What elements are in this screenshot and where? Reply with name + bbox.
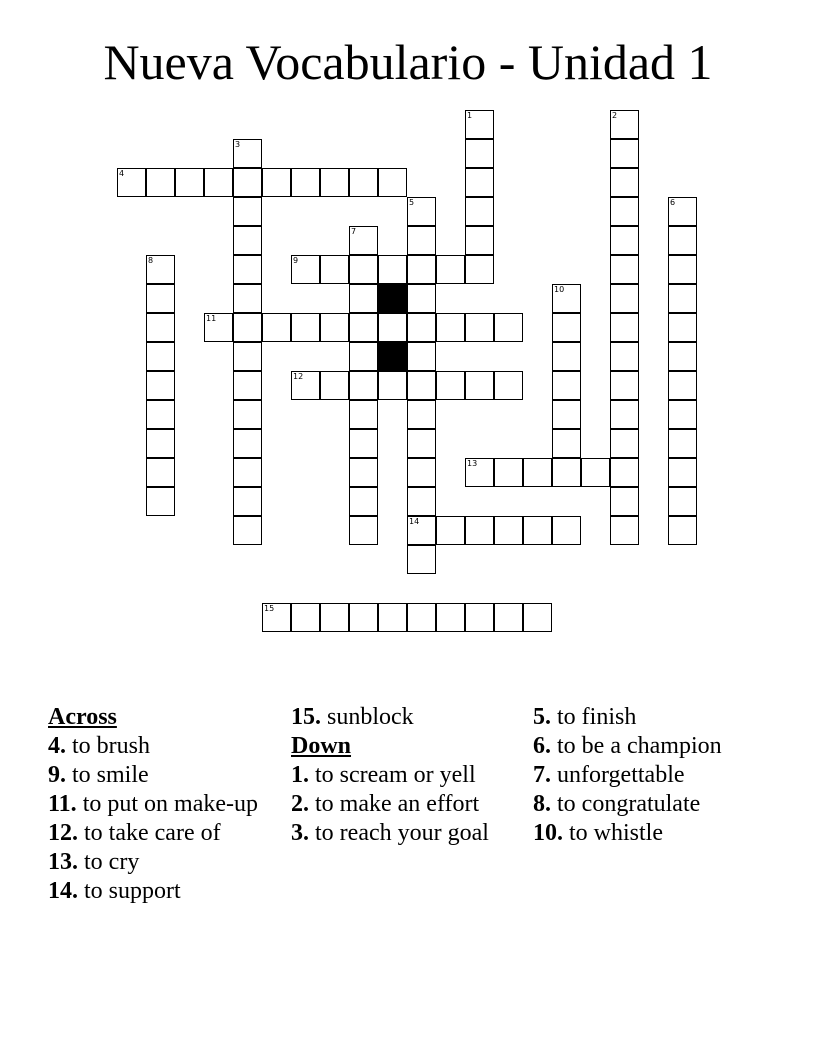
grid-cell[interactable]	[610, 110, 639, 139]
clue-across-11: 11. to put on make-up	[48, 791, 258, 817]
grid-cell[interactable]	[378, 371, 407, 400]
grid-cell[interactable]	[204, 168, 233, 197]
grid-cell[interactable]	[436, 603, 465, 632]
grid-cell[interactable]	[407, 226, 436, 255]
grid-cell[interactable]	[407, 400, 436, 429]
grid-cell[interactable]	[668, 313, 697, 342]
clue-number-label: 10	[554, 285, 565, 294]
grid-cell[interactable]	[610, 284, 639, 313]
grid-cell[interactable]	[407, 458, 436, 487]
grid-cell[interactable]	[320, 603, 349, 632]
grid-cell[interactable]	[146, 487, 175, 516]
grid-cell[interactable]	[610, 197, 639, 226]
grid-cell[interactable]	[610, 458, 639, 487]
grid-cell[interactable]	[581, 458, 610, 487]
grid-cell[interactable]	[465, 313, 494, 342]
grid-cell[interactable]	[407, 516, 436, 545]
grid-cell[interactable]	[465, 603, 494, 632]
grid-cell[interactable]	[523, 603, 552, 632]
clue-number-label: 3	[235, 140, 241, 149]
grid-cell[interactable]	[436, 313, 465, 342]
grid-cell[interactable]	[262, 168, 291, 197]
grid-cell[interactable]	[291, 313, 320, 342]
grid-cell[interactable]	[465, 371, 494, 400]
grid-cell[interactable]	[552, 458, 581, 487]
grid-cell[interactable]	[494, 603, 523, 632]
grid-cell[interactable]	[668, 284, 697, 313]
clue-down-3: 3. to reach your goal	[291, 820, 489, 846]
grid-cell[interactable]	[668, 429, 697, 458]
grid-cell[interactable]	[146, 458, 175, 487]
grid-cell[interactable]	[349, 487, 378, 516]
grid-cell[interactable]	[494, 458, 523, 487]
grid-cell[interactable]	[262, 603, 291, 632]
grid-cell[interactable]	[349, 516, 378, 545]
grid-cell[interactable]	[146, 429, 175, 458]
clue-down-2: 2. to make an effort	[291, 791, 480, 817]
grid-cell[interactable]	[407, 255, 436, 284]
grid-cell[interactable]	[436, 516, 465, 545]
grid-cell[interactable]	[407, 429, 436, 458]
grid-cell[interactable]	[436, 255, 465, 284]
grid-cell[interactable]	[552, 516, 581, 545]
grid-cell[interactable]	[233, 139, 262, 168]
grid-cell[interactable]	[378, 168, 407, 197]
grid-cell[interactable]	[407, 545, 436, 574]
clue-down-7: 7. unforgettable	[533, 762, 685, 788]
grid-cell[interactable]	[233, 400, 262, 429]
grid-cell[interactable]	[465, 255, 494, 284]
grid-cell[interactable]	[552, 400, 581, 429]
grid-cell[interactable]	[349, 284, 378, 313]
grid-cell[interactable]	[465, 168, 494, 197]
grid-cell[interactable]	[610, 139, 639, 168]
grid-cell[interactable]	[378, 255, 407, 284]
grid-cell[interactable]	[349, 458, 378, 487]
grid-cell[interactable]	[233, 197, 262, 226]
grid-cell[interactable]	[668, 226, 697, 255]
clue-across-4: 4. to brush	[48, 733, 150, 759]
grid-cell[interactable]	[204, 313, 233, 342]
clue-down-6: 6. to be a champion	[533, 733, 722, 759]
grid-cell[interactable]	[668, 400, 697, 429]
clue-number-label: 15	[264, 604, 275, 613]
grid-cell[interactable]	[494, 313, 523, 342]
grid-cell[interactable]	[465, 516, 494, 545]
clue-down-8: 8. to congratulate	[533, 791, 701, 817]
grid-cell[interactable]	[668, 487, 697, 516]
grid-cell[interactable]	[320, 255, 349, 284]
grid-cell[interactable]	[233, 429, 262, 458]
grid-cell[interactable]	[552, 429, 581, 458]
grid-cell[interactable]	[146, 284, 175, 313]
clue-number-label: 11	[206, 314, 217, 323]
grid-cell[interactable]	[320, 313, 349, 342]
clue-column-3	[533, 703, 758, 848]
grid-cell[interactable]	[262, 313, 291, 342]
grid-cell[interactable]	[407, 284, 436, 313]
clue-number-label: 13	[467, 459, 478, 468]
clue-number-label: 8	[148, 256, 154, 265]
grid-cell[interactable]	[320, 371, 349, 400]
grid-cell[interactable]	[233, 255, 262, 284]
grid-cell[interactable]	[349, 255, 378, 284]
clue-number-label: 4	[119, 169, 125, 178]
grid-cell[interactable]	[146, 371, 175, 400]
grid-cell[interactable]	[668, 516, 697, 545]
grid-cell[interactable]	[668, 342, 697, 371]
grid-cell[interactable]	[291, 603, 320, 632]
grid-cell[interactable]	[146, 168, 175, 197]
grid-cell[interactable]	[146, 255, 175, 284]
grid-cell[interactable]	[610, 429, 639, 458]
black-square	[378, 342, 407, 371]
grid-cell[interactable]	[378, 313, 407, 342]
clue-down-5: 5. to finish	[533, 704, 637, 730]
grid-cell[interactable]	[146, 313, 175, 342]
grid-cell[interactable]	[233, 168, 262, 197]
grid-cell[interactable]	[552, 371, 581, 400]
clue-number-label: 9	[293, 256, 299, 265]
grid-cell[interactable]	[175, 168, 204, 197]
grid-cell[interactable]	[349, 371, 378, 400]
grid-cell[interactable]	[291, 255, 320, 284]
grid-cell[interactable]	[552, 284, 581, 313]
grid-cell[interactable]	[523, 516, 552, 545]
grid-cell[interactable]	[233, 516, 262, 545]
grid-cell[interactable]	[610, 255, 639, 284]
grid-cell[interactable]	[610, 487, 639, 516]
grid-cell[interactable]	[407, 371, 436, 400]
grid-cell[interactable]	[233, 371, 262, 400]
grid-cell[interactable]	[407, 197, 436, 226]
grid-cell[interactable]	[407, 487, 436, 516]
clue-number-label: 12	[293, 372, 304, 381]
grid-cell[interactable]	[349, 603, 378, 632]
grid-cell[interactable]	[465, 458, 494, 487]
grid-cell[interactable]	[465, 139, 494, 168]
clue-across-12: 12. to take care of	[48, 820, 221, 846]
grid-cell[interactable]	[494, 371, 523, 400]
grid-cell[interactable]	[552, 342, 581, 371]
grid-cell[interactable]	[349, 313, 378, 342]
down-heading: Down	[291, 733, 352, 759]
puzzle-title: Nueva Vocabulario - Unidad 1	[103, 34, 713, 90]
clue-number-label: 6	[670, 198, 676, 207]
grid-cell[interactable]	[233, 487, 262, 516]
clue-column-1	[48, 703, 278, 906]
grid-cell[interactable]	[320, 168, 349, 197]
grid-cell[interactable]	[436, 371, 465, 400]
clue-across-14: 14. to support	[48, 878, 181, 904]
grid-cell[interactable]	[349, 342, 378, 371]
grid-cell[interactable]	[668, 371, 697, 400]
grid-cell[interactable]	[291, 371, 320, 400]
grid-cell[interactable]	[668, 458, 697, 487]
grid-cell[interactable]	[233, 226, 262, 255]
grid-cell[interactable]	[668, 255, 697, 284]
grid-cell[interactable]	[233, 313, 262, 342]
grid-cell[interactable]	[349, 226, 378, 255]
grid-cell[interactable]	[610, 313, 639, 342]
across-heading: Across	[48, 704, 117, 730]
grid-cell[interactable]	[233, 284, 262, 313]
clue-across-15: 15. sunblock	[291, 704, 414, 730]
grid-cell[interactable]	[465, 110, 494, 139]
grid-cell[interactable]	[610, 342, 639, 371]
clue-number-label: 1	[467, 111, 473, 120]
grid-cell[interactable]	[349, 168, 378, 197]
grid-cell[interactable]	[610, 400, 639, 429]
clue-number-label: 14	[409, 517, 420, 526]
grid-cell[interactable]	[291, 168, 320, 197]
grid-cell[interactable]	[117, 168, 146, 197]
clue-column-2	[291, 703, 511, 848]
grid-cell[interactable]	[668, 197, 697, 226]
clue-number-label: 2	[612, 111, 618, 120]
grid-cell[interactable]	[349, 429, 378, 458]
grid-cell[interactable]	[407, 603, 436, 632]
grid-cell[interactable]	[465, 197, 494, 226]
grid-cell[interactable]	[407, 342, 436, 371]
black-square	[378, 284, 407, 313]
grid-cell[interactable]	[146, 400, 175, 429]
clue-across-13: 13. to cry	[48, 849, 140, 875]
grid-cell[interactable]	[349, 400, 378, 429]
grid-cell[interactable]	[610, 516, 639, 545]
clue-across-9: 9. to smile	[48, 762, 149, 788]
grid-cell[interactable]	[610, 371, 639, 400]
grid-cell[interactable]	[465, 226, 494, 255]
grid-cell[interactable]	[610, 226, 639, 255]
clue-down-1: 1. to scream or yell	[291, 762, 476, 788]
grid-cell[interactable]	[233, 458, 262, 487]
clue-number-label: 7	[351, 227, 357, 236]
grid-cell[interactable]	[146, 342, 175, 371]
grid-cell[interactable]	[233, 342, 262, 371]
grid-cell[interactable]	[378, 603, 407, 632]
clue-number-label: 5	[409, 198, 415, 207]
grid-cell[interactable]	[494, 516, 523, 545]
grid-cell[interactable]	[610, 168, 639, 197]
grid-cell[interactable]	[407, 313, 436, 342]
grid-cell[interactable]	[523, 458, 552, 487]
clue-down-10: 10. to whistle	[533, 820, 663, 846]
grid-cell[interactable]	[552, 313, 581, 342]
